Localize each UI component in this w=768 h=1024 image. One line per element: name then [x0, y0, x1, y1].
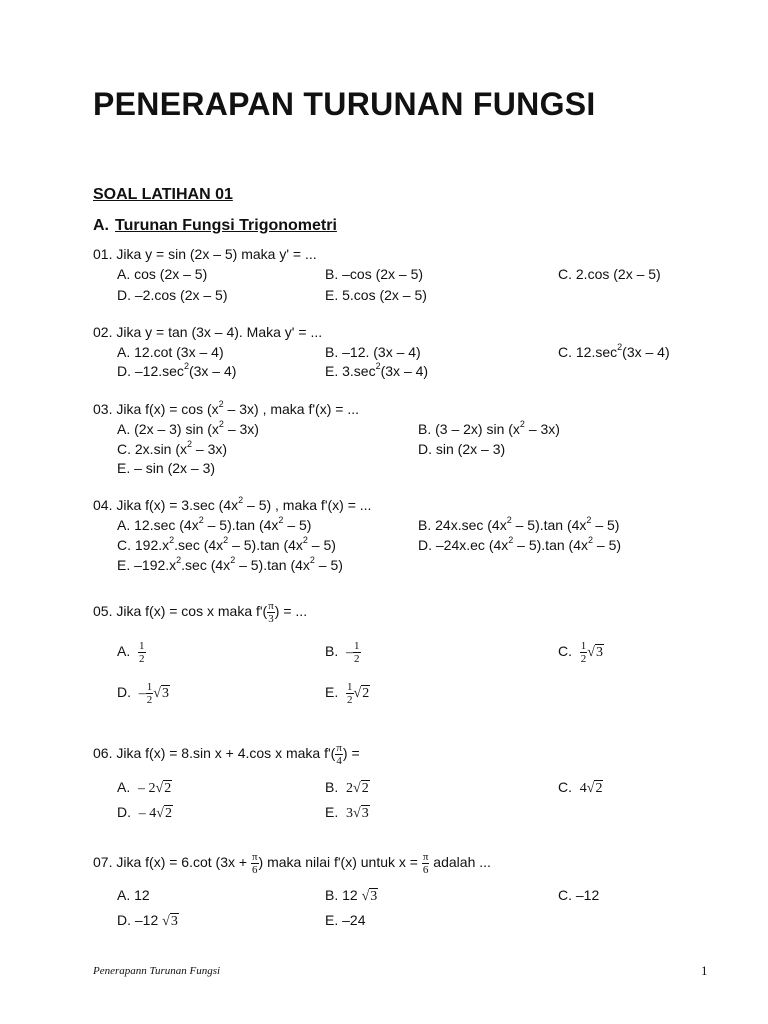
- q03-option-b: B. (3 – 2x) $\sin (x^2 - 3x)$: [418, 419, 560, 437]
- section-letter: A.: [93, 217, 109, 234]
- q02-option-e: E. $3.\sec^2(3x - 4)$: [325, 361, 429, 379]
- q03-option-a: A. (2x – 3) $\sin (x^2 - 3x)$: [117, 419, 259, 437]
- page-title: PENERAPAN TURUNAN FUNGSI: [93, 86, 596, 122]
- footer-title: Penerapann Turunan Fungsi: [93, 965, 221, 977]
- q06-option-a: A. – 2√2: [117, 779, 172, 796]
- question-02-stem: 02. Jika y = tan (3x – 4). Maka y' = ...: [93, 324, 323, 340]
- q02-option-d: D. $-12.\sec^2(3x - 4)$: [117, 361, 237, 379]
- page-number: 1: [701, 963, 708, 978]
- q06-option-b: B. 2√2: [325, 779, 369, 796]
- section-heading: [93, 217, 337, 235]
- q05-option-d: D. – $\frac{1}{2}$ √3: [117, 681, 169, 706]
- q03-option-e: E. – sin (2x – 3): [117, 460, 216, 476]
- q04-option-e: E. $-192.x^2.\sec$ $(4x^2 - 5).\tan$ $(4x^2 - 5)$: [117, 555, 343, 573]
- q03-option-d: D. sin (2x – 3): [418, 441, 506, 457]
- question-04-stem: 04. Jika f(x) = 3.sec $(4x^2 - 5)$ , maka f'(x) = ...: [93, 495, 372, 513]
- q06-option-e: E. 3√3: [325, 804, 369, 821]
- question-03-stem: 03. Jika $f(x) = \cos (x^2 - 3x)$ , maka f'(x) = ...: [93, 399, 359, 417]
- q04-option-a: A. 12.sec $(4x^2 - 5).\tan$ $(4x^2 - 5)$: [117, 515, 312, 533]
- q01-option-a: A. cos (2x – 5): [117, 266, 208, 282]
- q06-option-d: D. – 4√2: [117, 804, 172, 821]
- q07-option-d: D. –12 √3: [117, 912, 178, 929]
- q01-option-c: C. 2.cos (2x – 5): [558, 266, 661, 282]
- q04-option-d: D. –24x.ec $(4x^2 - 5).\tan$ $(4x^2 - 5)$: [418, 535, 622, 553]
- q02-option-c: C. $12.\sec^2(3x - 4)$: [558, 342, 670, 360]
- q01-option-e: E. 5.cos (2x – 5): [325, 287, 427, 303]
- section-title: Turunan Fungsi Trigonometri: [115, 217, 337, 234]
- question-07-stem: 07. Jika f(x) = 6.cot (3x + $\frac{\pi}{6}$ ) maka nilai f'(x) untuk x = $\frac{\pi}{6}$ adalah ...: [93, 851, 491, 876]
- q05-option-e: E. $\frac{1}{2}$ √2: [325, 681, 370, 706]
- q06-option-c: C. 4√2: [558, 779, 603, 796]
- question-06-stem: 06. Jika f(x) = 8.sin x + 4.cos x maka f'( $\frac{\pi}{4}$ ) =: [93, 742, 360, 767]
- question-05-stem: 05. Jika f(x) = cos x maka f'( $\frac{\pi}{3}$ ) = ...: [93, 600, 308, 625]
- fraction: $\frac{\pi}{3}$: [268, 600, 274, 625]
- q02-option-b: B. –12. (3x – 4): [325, 344, 421, 360]
- q05-option-c: C. $\frac{1}{2}$ √3: [558, 640, 603, 665]
- q04-option-c: C. $192.x^2.\sec$ $(4x^2 - 5).\tan$ $(4x^2 - 5)$: [117, 535, 336, 553]
- exercise-heading: SOAL LATIHAN 01: [93, 186, 233, 203]
- q05-option-a: A. $\frac{1}{2}$: [117, 640, 145, 665]
- q02-option-a: A. 12.cot (3x – 4): [117, 344, 224, 360]
- q04-option-b: B. 24x.sec $(4x^2 - 5).\tan$ $(4x^2 - 5)$: [418, 515, 620, 533]
- q07-option-e: E. –24: [325, 912, 366, 928]
- q07-option-b: B. 12 √3: [325, 887, 378, 904]
- q03-option-c: C. 2x.sin $(x^2 - 3x)$: [117, 439, 228, 457]
- q01-option-b: B. –cos (2x – 5): [325, 266, 424, 282]
- q05-option-b: B. – $\frac{1}{2}$: [325, 640, 360, 665]
- q01-option-d: D. –2.cos (2x – 5): [117, 287, 228, 303]
- q07-option-c: C. –12: [558, 887, 600, 903]
- question-01-stem: 01. Jika y = sin (2x – 5) maka y' = ...: [93, 246, 317, 262]
- q07-option-a: A. 12: [117, 887, 150, 903]
